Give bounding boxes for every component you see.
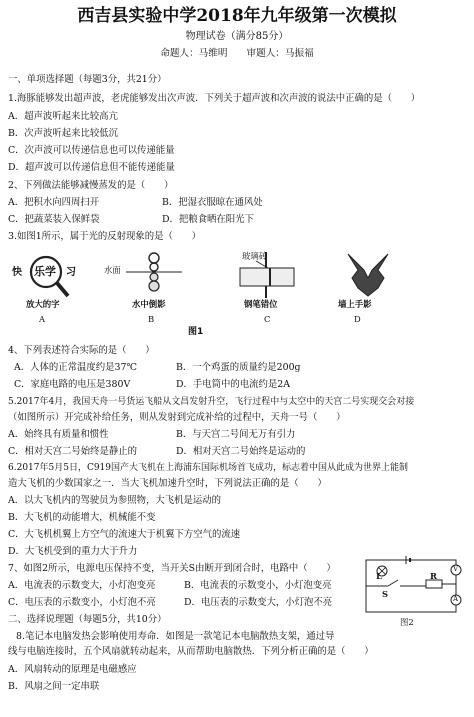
q2-option-a: A．把积水向四周扫开 xyxy=(8,197,100,208)
q4-option-b: B．一个鸡蛋的质量约是200g xyxy=(176,362,301,373)
figure-2-circuit xyxy=(360,556,468,630)
figure-1d-caption: 墙上手影 xyxy=(338,299,372,309)
circuit-label-v: V xyxy=(453,565,459,573)
figure-1b-water-label: 水面 xyxy=(104,265,121,275)
q2-option-c: C．把蔬菜装入保鲜袋 xyxy=(8,214,100,225)
exam-title: 西吉县实验中学2018年九年级第一次模拟 xyxy=(77,6,397,26)
q5-option-c: C．相对天宫二号始终是静止的 xyxy=(8,446,138,457)
q7-option-b: B．电流表的示数变小，小灯泡变亮 xyxy=(184,580,332,591)
q1-option-a: A．超声波听起来比较高亢 xyxy=(8,111,118,122)
q5-option-d: D．相对天宫二号始终是运动的 xyxy=(176,446,306,457)
q6-option-d: D．大飞机受到的重力大于升力 xyxy=(8,546,138,557)
section-1-heading: 一、单项选择题（每题3分，共21分） xyxy=(8,74,167,85)
figure-1 xyxy=(6,248,472,340)
reviewer-label: 审题人：马振福 xyxy=(246,48,314,59)
figure-1c-caption: 钢笔错位 xyxy=(244,299,278,309)
q6-stem-line2: 造大飞机的少数国家之一．当大飞机加速升空时，下列说法正确的是（ ） xyxy=(8,478,327,489)
figure-1c-letter: C xyxy=(264,314,271,324)
q8-option-a: A．风扇转动的原理是电磁感应 xyxy=(8,664,137,675)
q2-option-b: B．把湿衣服晾在通风处 xyxy=(162,197,263,208)
figure-2-label: 图2 xyxy=(400,617,414,627)
magnifier-text-left: 快 xyxy=(12,267,22,278)
circuit-label-a: A xyxy=(453,595,459,603)
magnifier-text-mid: 乐学 xyxy=(34,265,56,278)
figure-1a-letter: A xyxy=(39,314,46,324)
q7-stem: 7、如图2所示，电源电压保持不变，当开关S由断开到闭合时，电路中（ ） xyxy=(8,563,336,574)
figure-1b xyxy=(102,248,202,340)
figure-1a xyxy=(6,248,96,340)
circuit-label-s: S xyxy=(382,589,389,599)
q6-option-c: C．大飞机机翼上方空气的流速大于机翼下方空气的流速 xyxy=(8,529,241,540)
figure-1-label: 图1 xyxy=(188,327,204,337)
q7-option-c: C．电压表的示数变小，小灯泡不亮 xyxy=(8,597,156,608)
q1-stem: 1.海豚能够发出超声波，老虎能够发出次声波．下列关于超声波和次声波的说法中正确的是（ ） xyxy=(8,93,421,104)
figure-1c xyxy=(218,248,328,340)
q4-option-d: D．手电筒中的电流约是2A xyxy=(176,379,291,390)
q5-option-a: A．始终具有质量和惯性 xyxy=(8,429,109,440)
q8-stem-line2: 线与电脑连接时，五个风扇就转动起来，从而帮助电脑散热．下列分析正确的是（ ） xyxy=(8,646,374,657)
figure-1d-letter: D xyxy=(354,314,361,324)
q4-stem: 4、下列表述符合实际的是（ ） xyxy=(8,345,155,356)
q8-stem-line1: 8.笔记本电脑发热会影响使用寿命．如图是一款笔记本电脑散热支架，通过导 xyxy=(16,631,335,642)
circuit-label-r: R xyxy=(430,571,437,581)
q8-option-b: B．风扇之间一定串联 xyxy=(8,681,100,692)
q4-option-a: A．人体的正常温度约是37℃ xyxy=(14,362,137,373)
q6-stem-line1: 6.2017年5月5日，C919国产大飞机在上海浦东国际机场首飞成功，标志着中国从此成为世界上能制 xyxy=(8,463,409,473)
circuit-label-l: L xyxy=(376,571,382,581)
q5-stem-line2: （如图所示）开完成补给任务，则从发射到完成补给的过程中，天舟一号（ ） xyxy=(8,412,346,423)
q5-option-b: B．与天宫二号间无万有引力 xyxy=(176,429,296,440)
q2-option-d: D．把粮食晒在阳光下 xyxy=(162,214,254,225)
exam-subtitle: 物理试卷（满分85分） xyxy=(185,31,289,42)
q1-option-b: B．次声波听起来比较低沉 xyxy=(8,128,119,139)
q6-option-a: A．以大飞机内的驾驶员为参照物，大飞机是运动的 xyxy=(8,495,222,506)
q7-option-a: A．电流表的示数变大，小灯泡变亮 xyxy=(8,580,156,591)
q4-option-c: C．家庭电路的电压是380V xyxy=(14,379,131,390)
figure-1c-glass-label: 玻璃砖 xyxy=(242,251,268,261)
figure-1b-letter: B xyxy=(148,314,155,324)
exam-authors xyxy=(0,47,474,60)
figure-1b-caption: 水中倒影 xyxy=(132,299,166,309)
q1-option-d: D．超声波可以传递信息但不能传递能量 xyxy=(8,162,175,173)
q1-option-c: C．次声波可以传递信息也可以传递能量 xyxy=(8,145,175,156)
q2-stem: 2、下列做法能够减慢蒸发的是（ ） xyxy=(8,180,174,191)
section-2-heading: 二、选择说理题（每题5分，共10分） xyxy=(8,614,167,625)
magnifier-text-right: 习 xyxy=(66,267,76,278)
circuit-diagram xyxy=(360,556,468,630)
q5-stem-line1: 5.2017年4月，我国天舟一号货运飞船从文昌发射升空，飞行过程中与太空中的天宫二号实现交会对接 xyxy=(8,397,415,407)
q7-option-d: D．电压表的示数变大，小灯泡不亮 xyxy=(184,597,333,608)
q6-option-b: B．大飞机的动能增大，机械能不变 xyxy=(8,512,156,523)
q3-stem: 3.如图1所示，属于光的反射现象的是（ ） xyxy=(8,231,202,242)
author-label: 命题人：马维明 xyxy=(160,48,228,59)
figure-1a-caption: 放大的字 xyxy=(26,299,60,309)
figure-1d xyxy=(328,248,408,340)
